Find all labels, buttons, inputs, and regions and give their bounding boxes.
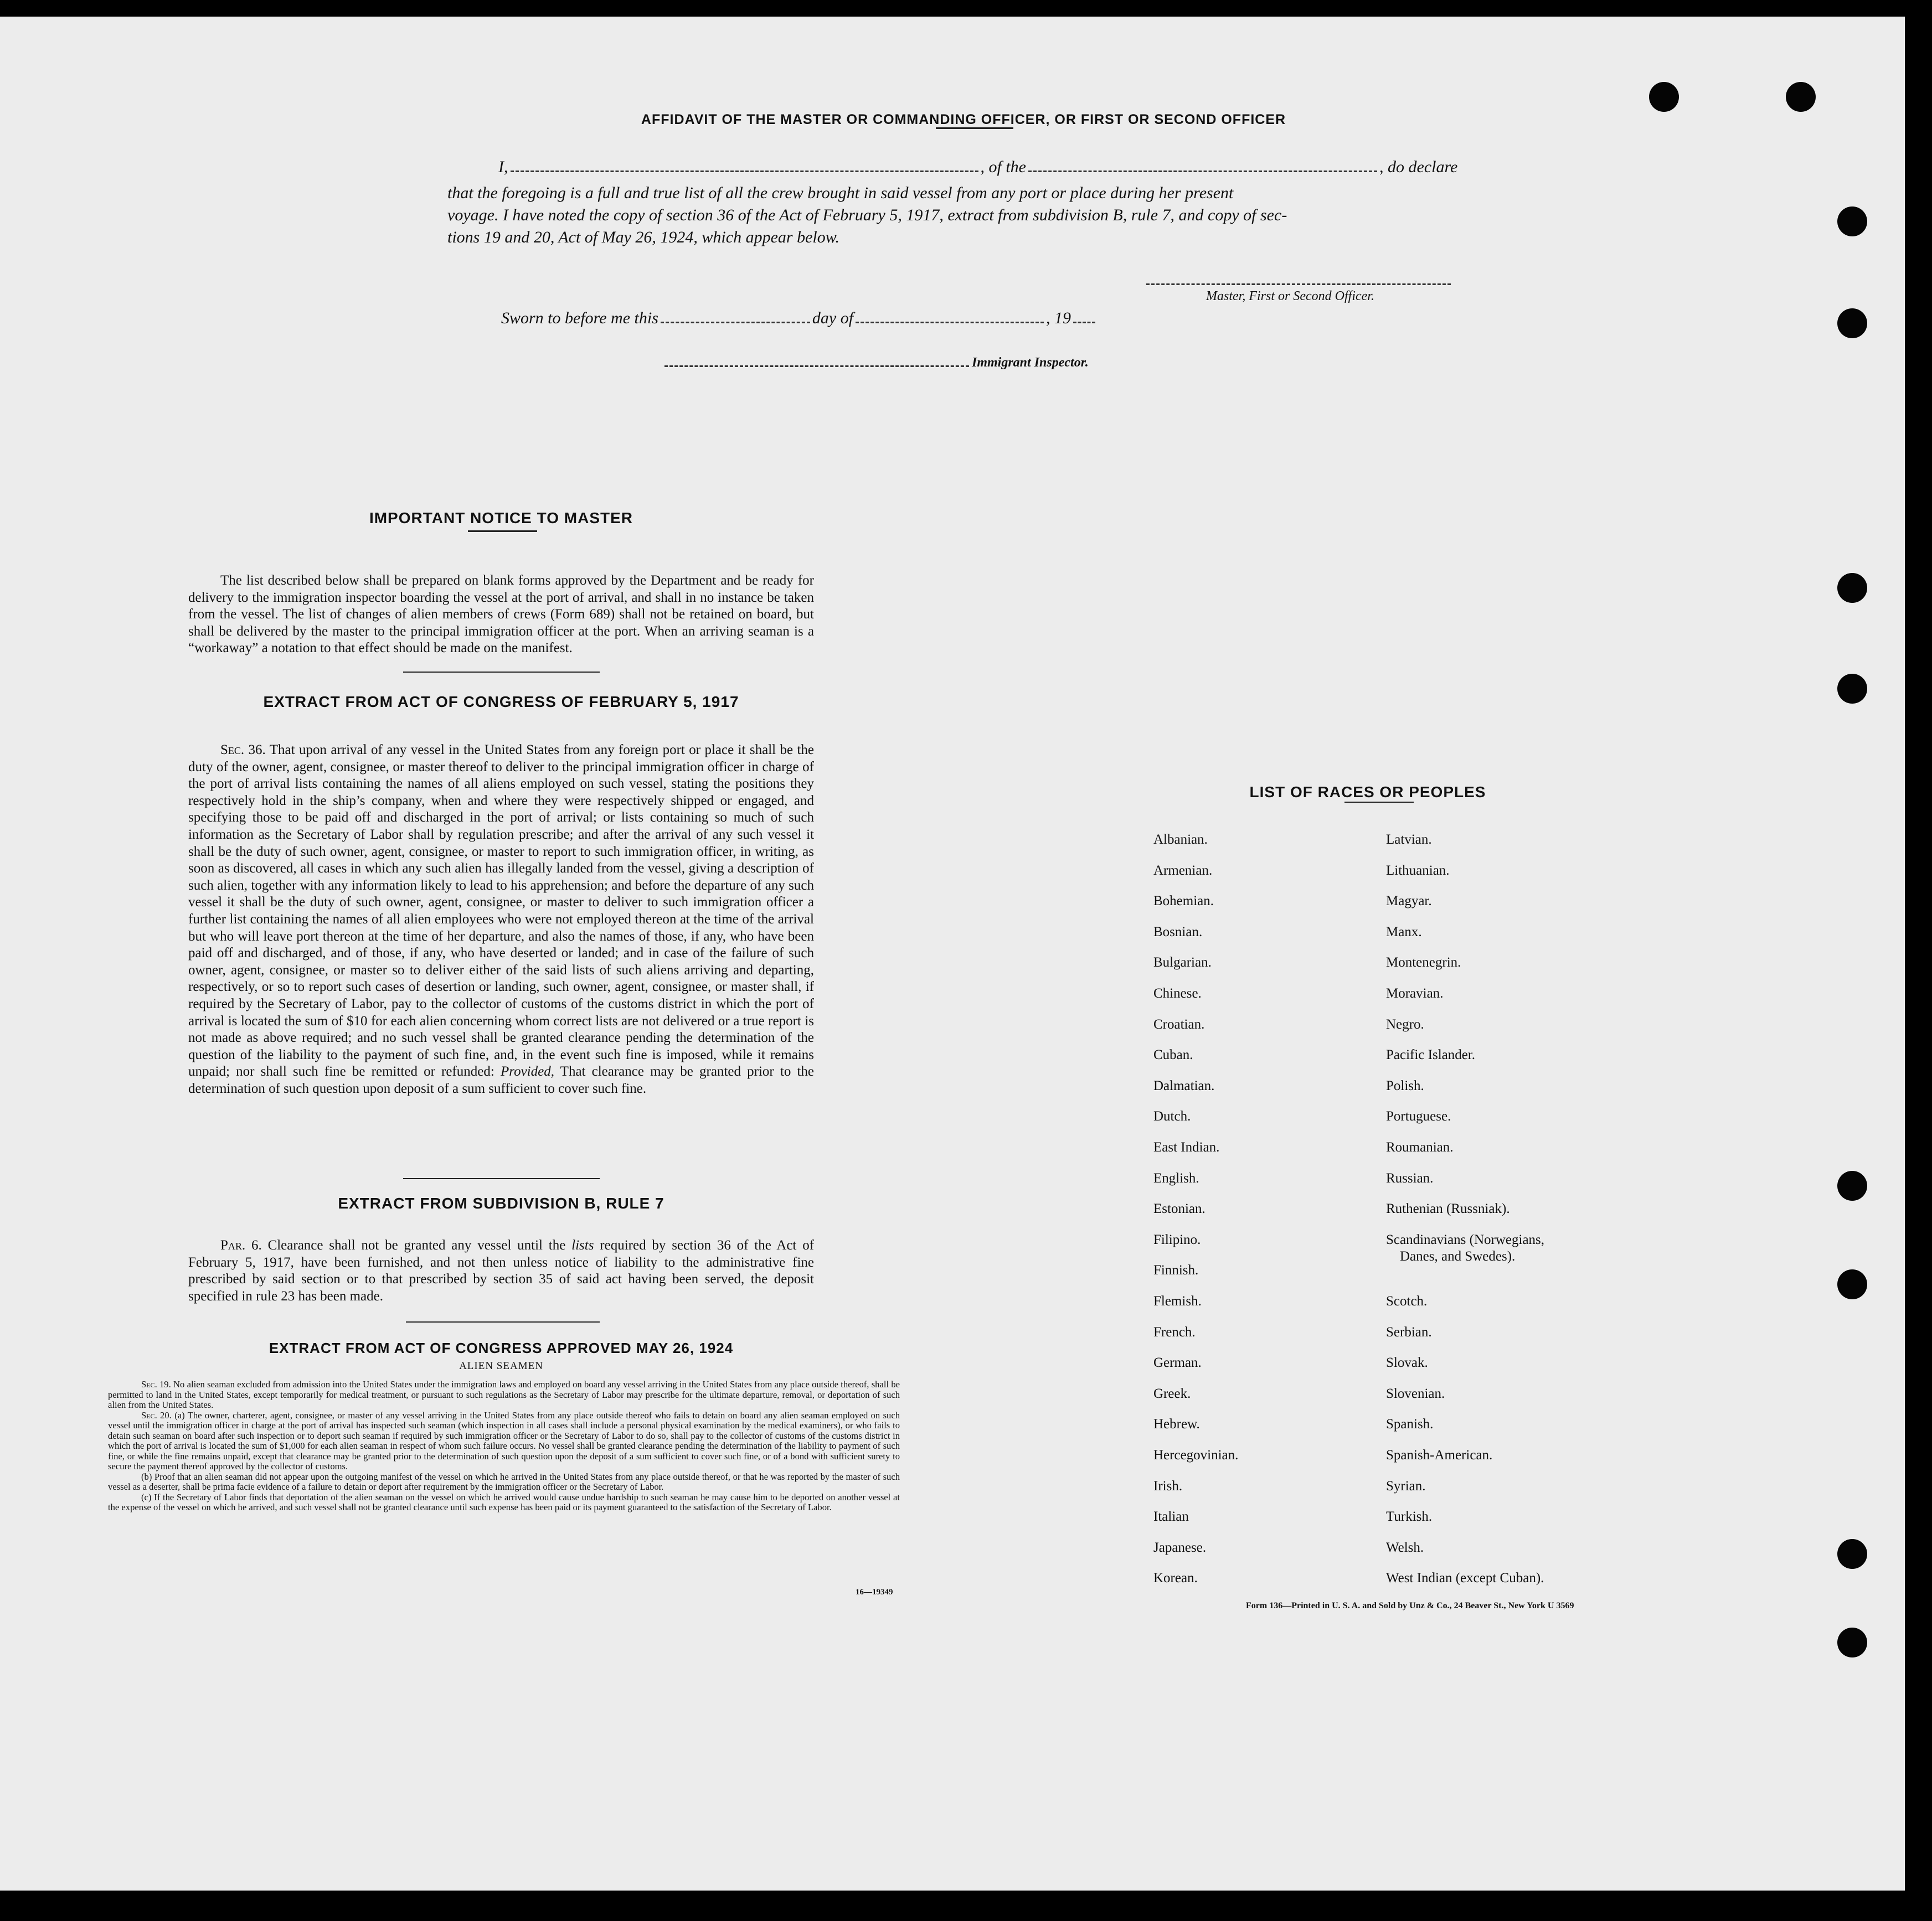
inspector-caption: Immigrant Inspector. (972, 355, 1089, 370)
sec-20b-paragraph: (b) Proof that an alien seaman did not appear upon the outgoing manifest of the vessel on which he arrived in the United States from any place outside thereof, or that he was reported by the master of such vessel as a deserter, shall be prima facie evidence of a failure to detain or deport after requirement by the immigration officer or the Secretary of Labor. (108, 1471, 900, 1492)
race-item: Roumanian. (1386, 1140, 1454, 1155)
punch-hole (1837, 1269, 1867, 1299)
affidavit-title: AFFIDAVIT OF THE MASTER OR COMMANDING OFFICER, OR FIRST OR SECOND OFFICER (641, 112, 1286, 127)
sworn-year-blank[interactable] (1073, 322, 1095, 323)
races-title: LIST OF RACES OR PEOPLES (1249, 783, 1486, 801)
act-1924-text (108, 1380, 900, 1513)
affidavit-line-3: voyage. I have noted the copy of section 36 of the Act of February 5, 1917, extract from subdivision B, rule 7, and copy of sec- (447, 206, 1287, 224)
act-1924-subtitle: ALIEN SEAMEN (459, 1360, 543, 1372)
race-item: Spanish-American. (1386, 1448, 1493, 1463)
divider (468, 530, 537, 532)
provided-word: Provided, (501, 1064, 554, 1080)
affidavit-line-4: tions 19 and 20, Act of May 26, 1924, which appear below. (447, 228, 840, 246)
sworn-day-blank[interactable] (661, 322, 810, 323)
sec-20c-paragraph: (c) If the Secretary of Labor finds that deportation of the alien seaman on the vessel on which he arrived would cause undue hardship to such seaman he may cause him to be deported on another vessel at the expense of the vessel on which he arrived, and such vessel shall not be granted clearance until such expense has been paid or its payment guaranteed to the satisfaction of the Secretary of Labor. (108, 1491, 900, 1512)
race-item: Albanian. (1153, 832, 1208, 847)
rule-7-text (188, 1237, 814, 1305)
race-item: Estonian. (1153, 1201, 1205, 1217)
notice-title: IMPORTANT NOTICE TO MASTER (369, 509, 633, 526)
race-item: Welsh. (1386, 1540, 1424, 1555)
par-6-paragraph (188, 1237, 814, 1305)
race-item: East Indian. (1153, 1140, 1220, 1155)
punch-hole (1837, 674, 1867, 704)
race-item: English. (1153, 1170, 1199, 1186)
punch-hole (1837, 573, 1867, 603)
race-item: Portuguese. (1386, 1109, 1451, 1124)
sec-19-paragraph (108, 1380, 900, 1411)
race-item: Italian (1153, 1509, 1189, 1525)
affidavit-line-2: that the foregoing is a full and true list of all the crew brought in said vessel from any port or place during her present (447, 184, 1234, 202)
race-item: Scandinavians (Norwegians, (1386, 1232, 1545, 1247)
race-item: Montenegrin. (1386, 955, 1461, 970)
sworn-line (501, 309, 1098, 328)
race-item: Finnish. (1153, 1263, 1199, 1278)
punch-hole (1786, 82, 1816, 112)
race-item: Dutch. (1153, 1109, 1191, 1124)
sec-36-paragraph (188, 742, 814, 1097)
sec-36-text-a: That upon arrival of any vessel in the United States from any foreign port or place it shall be the duty of the owner, agent, consignee, or master thereof to deliver to the principal immigration officer in charge of the port of arrival lists containing the names of all aliens employed on such vessel, stating the positions they respectively hold in the ship’s company, when and where they were respectively shipped or engaged, and specifying those to be paid off and discharged in the port of arrival; or lists containing so much of such information as the Secretary of Labor shall by regulation prescribe; and after the arrival of any such vessel it shall be the duty of such owner, agent, consignee, or master to report to such immigration officer, in writing, as soon as discovered, all cases in which any such alien has illegally landed from the vessel, giving a description of such alien, together with any information likely to lead to his apprehension; and before the departure of any such vessel it shall be the duty of such owner, agent, consignee, or master to deliver to such immigration officer a further list containing the names of all alien employees who were not employed thereon at the time of the arrival but who will leave port thereon at the time of her departure, and also the names of those, if any, who have been paid off and discharged, and of those, if any, who have deserted or landed; and in case of the failure of such owner, agent, consignee, or master so to deliver either of the said lists of such aliens arriving and departing, respectively, or so to report such cases of desertion or landing, such owner, agent, consignee, or master shall, if required by the Secretary of Labor, pay to the collector of customs of the customs district in which the port of arrival is located the sum of $10 for each alien concerning whom correct lists are not delivered or a true report is not made as above required; and no such vessel shall be granted clearance pending the determination of the question of the liability to the payment of such fine, and, in the event such fine is imposed, while it remains unpaid; nor shall such fine be remitted or refunded: (188, 742, 815, 1080)
notice-paragraph: The list described below shall be prepared on blank forms approved by the Department and be ready for delivery to the immigration inspector boarding the vessel at the port of arrival, and shall in no instance be taken from the vessel. The list of changes of alien members of crews (Form 689) shall not be retained on board, but shall be delivered by the master to the principal immigration officer at the port. When an arriving seaman is a “workaway” a notation to that effect should be made on the manifest. (188, 573, 814, 656)
divider (403, 672, 600, 673)
inspector-signature-line[interactable] (664, 365, 969, 367)
race-item: Flemish. (1153, 1294, 1202, 1309)
race-item: Filipino. (1153, 1232, 1201, 1247)
notice-text (188, 572, 814, 657)
signature-caption: Master, First or Second Officer. (1206, 289, 1374, 303)
race-item: Syrian. (1386, 1478, 1426, 1494)
race-item: Spanish. (1386, 1417, 1434, 1432)
punch-hole (1649, 82, 1679, 112)
race-item: Slovenian. (1386, 1386, 1445, 1401)
race-item: Slovak. (1386, 1355, 1428, 1371)
vessel-blank[interactable] (1028, 171, 1377, 172)
race-item: Hebrew. (1153, 1417, 1200, 1432)
rule-7-title: EXTRACT FROM SUBDIVISION B, RULE 7 (338, 1195, 664, 1212)
race-item: Hercegovinian. (1153, 1448, 1239, 1463)
sec-19-label: Sec. 19. (141, 1379, 171, 1390)
punch-hole (1837, 308, 1867, 338)
race-item: Ruthenian (Russniak). (1386, 1201, 1510, 1217)
race-item: Moravian. (1386, 986, 1444, 1001)
race-item: Japanese. (1153, 1540, 1207, 1555)
race-item: French. (1153, 1324, 1196, 1340)
form-sheet (0, 17, 1905, 1891)
race-item: Danes, and Swedes). (1400, 1248, 1516, 1264)
race-item: West Indian (except Cuban). (1386, 1571, 1544, 1586)
race-item: Armenian. (1153, 863, 1213, 878)
sec-36-label: Sec. 36. (220, 742, 266, 757)
race-item: Manx. (1386, 924, 1422, 939)
sec-20a-text: (a) The owner, charterer, agent, consignee, or master of any vessel arriving in the United States from any place outside thereof who fails to detain on board any alien seaman employed on such vessel until the immigration officer in charge at the port of arrival has inspected such seaman (which inspection in all cases shall include a personal physical examination by the medical examiners), or who fails to detain such seaman on board after such inspection or to deport such seaman if required by such immigration officer or the Secretary of Labor to do so, shall pay to the collector of customs of the customs district in which the port of arrival is located the sum of $1,000 for each alien seaman in respect of whom such failure occurs. No vessel shall be granted clearance pending the determination of the liability to payment of such fine, or while the fine remains unpaid, except that clearance may be granted prior to the determination of such question upon the deposit of a sum sufficient to cover such fine, or of a bond with sufficient surety to secure the payment thereof approved by the collector of customs. (108, 1409, 900, 1471)
race-item: Latvian. (1386, 832, 1432, 847)
race-item: Bosnian. (1153, 924, 1203, 939)
sec-20a-paragraph (108, 1411, 900, 1472)
sworn-month-blank[interactable] (856, 322, 1044, 323)
form-printing-note: Form 136—Printed in U. S. A. and Sold by Unz & Co., 24 Beaver St., New York U 3569 (1246, 1601, 1574, 1610)
sec-36-text-b: That clearance may be granted prior to the determination of such question upon deposit of a sum sufficient to cover such fine. (188, 1064, 814, 1096)
race-item: Serbian. (1386, 1324, 1432, 1340)
act-1917-title: EXTRACT FROM ACT OF CONGRESS OF FEBRUARY 5, 1917 (263, 693, 739, 710)
act-1917-text (188, 742, 814, 1097)
par-6-text-b: required by section 36 of the Act of February 5, 1917, have been furnished, and not then unless notice of liability to the administrative fine prescribed by said section or to that prescribed by section 35 of said act having been served, the deposit specified in rule 23 has been made. (188, 1238, 815, 1304)
punch-hole (1837, 1171, 1867, 1201)
name-blank[interactable] (511, 171, 978, 172)
race-item: Scotch. (1386, 1294, 1428, 1309)
form-number: 16—19349 (856, 1588, 893, 1597)
affidavit-i: I, (498, 158, 508, 176)
divider (1344, 802, 1414, 803)
race-item: Polish. (1386, 1078, 1424, 1093)
race-item: Greek. (1153, 1386, 1191, 1401)
signature-line[interactable] (1146, 283, 1451, 285)
act-1924-title: EXTRACT FROM ACT OF CONGRESS APPROVED MAY 26, 1924 (269, 1340, 734, 1356)
race-item: Korean. (1153, 1571, 1198, 1586)
race-item: Croatian. (1153, 1016, 1205, 1032)
par-6-text-a: Clearance shall not be granted any vessel until the (267, 1238, 566, 1253)
race-item: Turkish. (1386, 1509, 1433, 1525)
race-item: Bohemian. (1153, 894, 1214, 909)
race-item: German. (1153, 1355, 1202, 1371)
sworn-text: Sworn to before me this (501, 309, 658, 327)
affidavit-line-1 (498, 158, 1457, 177)
sec-19-text: No alien seaman excluded from admission into the United States under the immigration laws and employed on board any vessel arriving in the United States from any place outside thereof, shall be permitted to land in the United States, except temporarily for medical treatment, or pursuant to such regulations as the Secretary of Labor may prescribe for the ultimate departure, removal, or deportation of such alien from the United States. (108, 1379, 900, 1410)
race-item: Negro. (1386, 1016, 1424, 1032)
race-item: Dalmatian. (1153, 1078, 1215, 1093)
race-item: Magyar. (1386, 894, 1432, 909)
sworn-day-of: day of (812, 309, 854, 327)
race-item: Pacific Islander. (1386, 1047, 1476, 1063)
sworn-year: , 19 (1046, 309, 1071, 327)
punch-hole (1837, 1539, 1867, 1569)
sec-20-label: Sec. 20. (141, 1409, 172, 1421)
affidavit-of-the: , of the (980, 158, 1026, 176)
race-item: Cuban. (1153, 1047, 1193, 1063)
race-item: Chinese. (1153, 986, 1202, 1001)
divider (403, 1178, 600, 1179)
race-item: Lithuanian. (1386, 863, 1450, 878)
par-6-label: Par. 6. (220, 1238, 262, 1253)
race-item: Russian. (1386, 1170, 1434, 1186)
race-item: Irish. (1153, 1478, 1183, 1494)
lists-word: lists (571, 1238, 594, 1253)
affidavit-declare: , do declare (1379, 158, 1458, 176)
punch-hole (1837, 1628, 1867, 1657)
divider (406, 1321, 600, 1323)
punch-hole (1837, 206, 1867, 236)
divider (936, 127, 1013, 129)
race-item: Bulgarian. (1153, 955, 1212, 970)
